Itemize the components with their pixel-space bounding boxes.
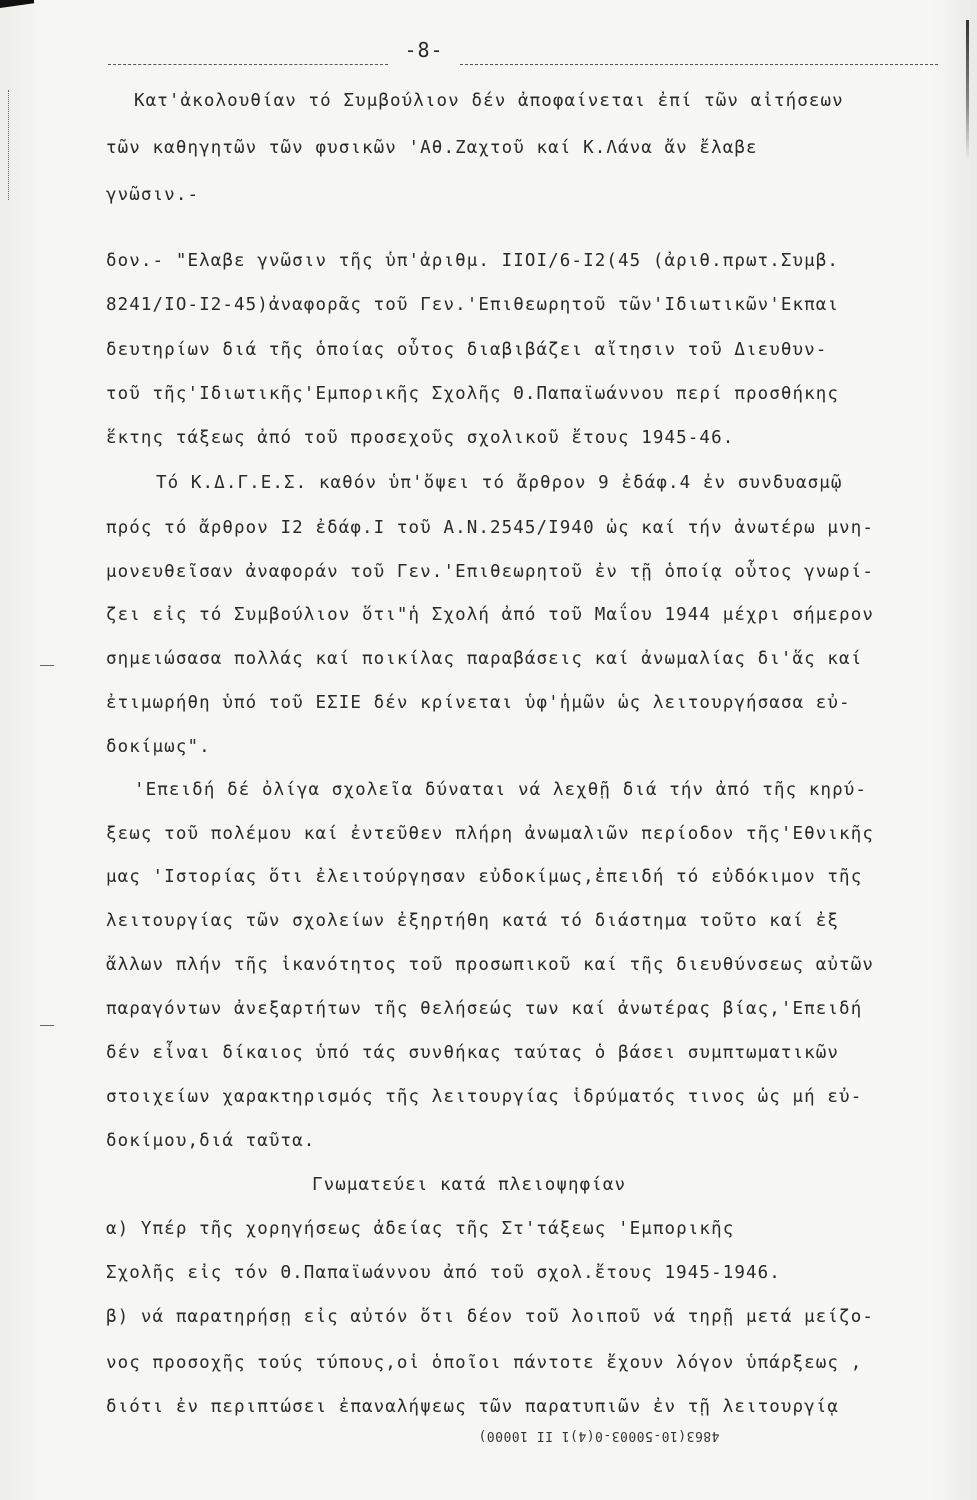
text-line: πρός τό ἄρθρον Ι2 ἐδάφ.Ι τοῦ Α.Ν.2545/Ι940 ὡς καί τήν ἀνωτέρω μνη- — [106, 518, 874, 538]
page-number: -8- — [404, 38, 444, 62]
corner-mark — [0, 0, 34, 8]
text-line: α) Υπέρ τῆς χορηγήσεως ἀδείας τῆς Στ'τάξεως 'Εμπορικῆς — [106, 1219, 735, 1239]
text-line: σημειώσασα πολλάς καί ποικίλας παραβάσεις καί ἀνωμαλίας δι'ἅς καί — [106, 649, 863, 669]
text-line: στοιχείων χαρακτηρισμός τῆς λειτουργίας ἱδρύματός τινος ὡς μή εὐ- — [106, 1087, 863, 1107]
text-line: ἕκτης τάξεως ἀπό τοῦ προσεχοῦς σχολικοῦ ἔτους 1945-46. — [106, 428, 735, 448]
section-heading: Γνωματεύει κατά πλειοψηφίαν — [312, 1175, 627, 1195]
margin-dash — [40, 1025, 54, 1026]
footer-code: 4863(10-50003-0(4)1 II 10000) — [478, 1428, 720, 1443]
text-line: τοῦ τῆς'Ιδιωτικῆς'Εμπορικῆς Σχολῆς Θ.Παπαϊωάννου περί προσθήκης — [106, 384, 840, 404]
text-line: Κατ'ἀκολουθίαν τό Συμβούλιον δέν ἀποφαίνεται ἐπί τῶν αἰτήσεων — [134, 91, 844, 111]
text-line: 8241/ΙΟ-Ι2-45)ἀναφορᾶς τοῦ Γεν.'Επιθεωρητοῦ τῶν'Ιδιωτικῶν'Εκπαι — [106, 295, 840, 315]
text-line: δοκίμως". — [106, 737, 211, 757]
text-line: μονευθεῖσαν ἀναφοράν τοῦ Γεν.'Επιθεωρητοῦ ἐν τῇ ὁποίᾳ οὗτος γνωρί- — [106, 562, 874, 582]
text-line: ἐτιμωρήθη ὑπό τοῦ ΕΣΙΕ δέν κρίνεται ὑφ'ἡμῶν ὡς λειτουργήσασα εὐ- — [106, 693, 851, 713]
text-line: ἄλλων πλήν τῆς ἱκανότητος τοῦ προσωπικοῦ καί τῆς διευθύνσεως αὐτῶν — [106, 955, 874, 975]
text-line: λειτουργίας τῶν σχολείων ἐξηρτήθη κατά τό διάστημα τοῦτο καί ἐξ — [106, 911, 840, 931]
text-line: 'Επειδή δέ ὀλίγα σχολεῖα δύναται νά λεχθῇ διά τήν ἀπό τῆς κηρύ- — [134, 780, 868, 800]
text-line: β) νά παρατηρήσῃ εἰς αὐτόν ὅτι δέον τοῦ λοιποῦ νά τηρῇ μετά μείζο- — [106, 1307, 874, 1327]
text-line: δευτηρίων διά τῆς ὁποίας οὗτος διαβιβάζει αἴτησιν τοῦ Διευθυν- — [106, 340, 828, 360]
margin-marks — [8, 90, 19, 200]
text-line: νος προσοχῆς τούς τύπους,οἱ ὁποῖοι πάντοτε ἔχουν λόγον ὑπάρξεως , — [106, 1353, 863, 1373]
text-line: Σχολῆς εἰς τόν Θ.Παπαϊωάννου ἀπό τοῦ σχολ.ἔτους 1945-1946. — [106, 1263, 781, 1283]
text-line: δοκίμου,διά ταῦτα. — [106, 1131, 316, 1151]
text-line: Τό Κ.Δ.Γ.Ε.Σ. καθόν ὑπ'ὄψει τό ἄρθρον 9 ἐδάφ.4 ἐν συνδυασμῷ — [156, 473, 843, 493]
text-line: διότι ἐν περιπτώσει ἐπαναλήψεως τῶν παρατυπιῶν ἐν τῇ λειτουργίᾳ — [106, 1397, 840, 1417]
header-rule-left — [108, 64, 388, 65]
text-line: δέν εἶναι δίκαιος ὑπό τάς συνθήκας ταύτας ὁ βάσει συμπτωματικῶν — [106, 1043, 840, 1063]
text-line: παραγόντων ἀνεξαρτήτων τῆς θελήσεώς των καί ἀνωτέρας βίας,'Επειδή — [106, 999, 863, 1019]
text-line: δον.- "Ελαβε γνῶσιν τῆς ὑπ'ἀριθμ. ΙΙΟΙ/6-Ι2(45 (ἀριθ.πρωτ.Συμβ. — [106, 251, 840, 271]
text-line: ξεως τοῦ πολέμου καί ἐντεῦθεν πλήρη ἀνωμαλιῶν περίοδον τῆς'Εθνικῆς — [106, 824, 874, 844]
margin-dash — [40, 665, 54, 666]
text-line: μας 'Ιστορίας ὅτι ἐλειτούργησαν εὐδοκίμως,ἐπειδή τό εὐδόκιμον τῆς — [106, 867, 863, 887]
text-line: γνῶσιν.- — [106, 185, 200, 205]
text-line: τῶν καθηγητῶν τῶν φυσικῶν 'Αθ.Ζαχτοῦ καί Κ.Λάνα ἄν ἔλαβε — [106, 138, 758, 158]
text-line: ζει εἰς τό Συμβούλιον ὅτι"ἡ Σχολή ἀπό τοῦ Μαΐου 1944 μέχρι σήμερον — [106, 605, 874, 625]
header-rule-right — [460, 64, 938, 65]
